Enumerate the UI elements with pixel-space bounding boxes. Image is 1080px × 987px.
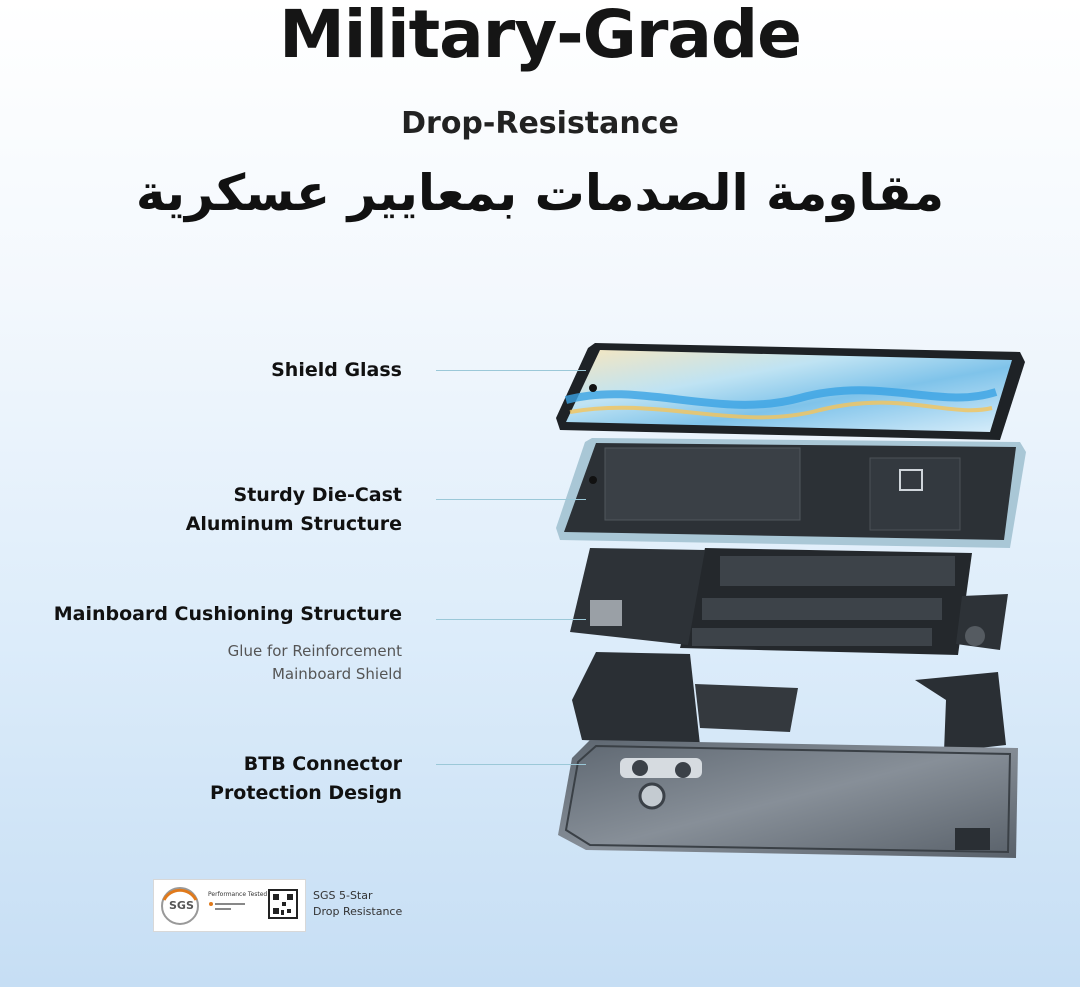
mainboard-layer (570, 548, 1008, 655)
label-mainboard-text: Mainboard Cushioning Structure (53, 603, 402, 625)
sgs-logo-text: SGS (169, 899, 194, 912)
shield-glass-layer (556, 343, 1025, 440)
sublabels-mainboard (228, 640, 402, 686)
leader-line-btb (436, 764, 586, 765)
sgs-tested-text: Performance Tested (208, 891, 268, 898)
page-subtitle: Drop-Resistance (401, 106, 679, 141)
leader-line-shield-glass (436, 370, 586, 371)
label-shield-glass (271, 356, 402, 385)
leader-line-die-cast (436, 499, 586, 500)
page-title: Military-Grade (279, 0, 801, 73)
label-btb (210, 750, 402, 808)
sgs-caption-line1: SGS 5-Star (313, 889, 373, 902)
label-mainboard (54, 600, 402, 629)
label-die-cast-line2: Aluminum Structure (185, 513, 402, 535)
leader-line-mainboard (436, 619, 586, 620)
sublabel-mainboard-shield: Mainboard Shield (271, 665, 402, 683)
label-btb-line1: BTB Connector (243, 753, 402, 775)
label-btb-line2: Protection Design (210, 782, 402, 804)
aluminum-frame-layer (556, 438, 1026, 548)
label-die-cast-line1: Sturdy Die-Cast (233, 484, 402, 506)
sgs-badge (153, 879, 306, 932)
sublabel-glue: Glue for Reinforcement (227, 642, 402, 660)
arabic-title: مقاومة الصدمات بمعايير عسكرية (135, 164, 945, 222)
back-cover-layer (558, 652, 1018, 858)
sgs-caption (313, 888, 402, 920)
label-shield-glass-text: Shield Glass (271, 359, 402, 381)
sgs-caption-line2: Drop Resistance (313, 905, 403, 918)
label-die-cast (186, 481, 402, 539)
